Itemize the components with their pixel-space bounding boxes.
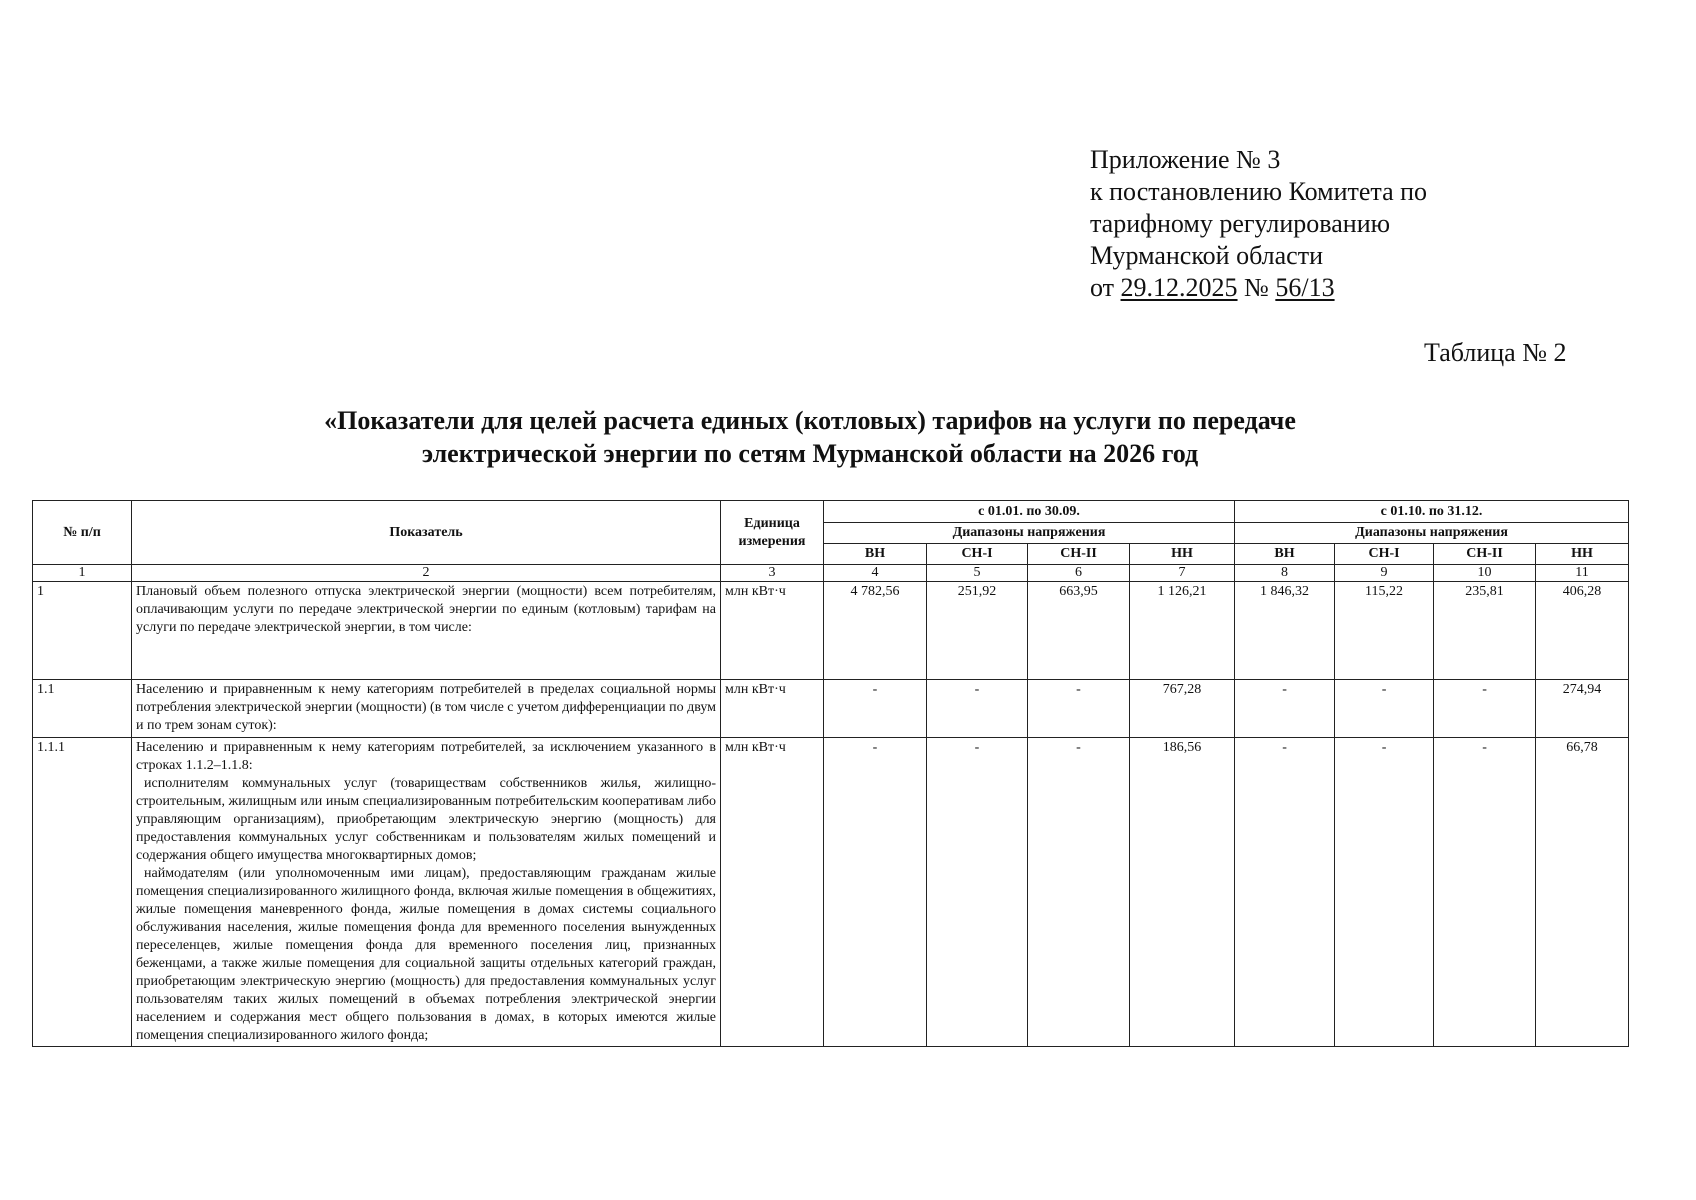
col-number: 7 <box>1130 565 1235 582</box>
date-prefix: от <box>1090 273 1115 302</box>
row-value: - <box>1434 738 1536 1047</box>
row-value: 66,78 <box>1536 738 1629 1047</box>
row-value: - <box>1335 680 1434 738</box>
header-level: СН-I <box>927 544 1028 565</box>
row-value: 251,92 <box>927 582 1028 680</box>
document-title <box>150 404 1470 470</box>
header-level: НН <box>1536 544 1629 565</box>
col-number: 1 <box>33 565 132 582</box>
table-label: Таблица № 2 <box>1424 338 1567 367</box>
row-subtext-landlords: наймодателям (или уполномоченным ими лицам), предоставляющим гражданам жилые помещения специализированного жилищного фонда, включая жилые помещения в общежитиях, жилые помещения маневренного фонда, жилые помещения в домах системы социального обслуживания населения, жилые помещения фонда для временного поселения вынужденных переселенцев, жилые помещения фонда для временного поселения лиц, признанных беженцами, а также жилые помещения для социальной защиты отдельных категорий граждан, приобретающим электрическую энергию (мощность) для предоставления коммунальных услуг пользователям таких жилых помещений в объемах потребления электрической энергии населением и содержания мест общего пользования в домах, в которых имеются жилые помещения специализированного жилого фонда; <box>136 866 716 1043</box>
appendix-line-1: Приложение № 3 <box>1090 145 1281 174</box>
row-value: - <box>824 680 927 738</box>
appendix-line-3: тарифному регулированию <box>1090 209 1391 238</box>
row-num: 1.1 <box>33 680 132 738</box>
row-unit: млн кВт·ч <box>721 680 824 738</box>
header-level: ВН <box>1235 544 1335 565</box>
header-unit: Единица измерения <box>721 501 824 565</box>
appendix-line-4: Мурманской области <box>1090 241 1323 270</box>
row-value: - <box>1028 738 1130 1047</box>
col-number: 9 <box>1335 565 1434 582</box>
row-value: 186,56 <box>1130 738 1235 1047</box>
table-row <box>33 680 1629 738</box>
table-row <box>33 738 1629 1047</box>
header-period-1: с 01.01. по 30.09. <box>824 501 1235 523</box>
col-number: 5 <box>927 565 1028 582</box>
row-value: 406,28 <box>1536 582 1629 680</box>
row-unit: млн кВт·ч <box>721 582 824 680</box>
row-value: 1 846,32 <box>1235 582 1335 680</box>
header-indicator: Показатель <box>132 501 721 565</box>
row-value: - <box>927 738 1028 1047</box>
col-number: 10 <box>1434 565 1536 582</box>
row-unit: млн кВт·ч <box>721 738 824 1047</box>
col-number: 4 <box>824 565 927 582</box>
header-voltage-1: Диапазоны напряжения <box>824 523 1235 544</box>
row-text: Населению и приравненным к нему категориям потребителей в пределах социальной нормы потребления электрической энергии (мощности) (в том числе с учетом дифференциации по двум и по трем зонам суток): <box>132 680 721 738</box>
row-value: - <box>1235 680 1335 738</box>
row-value: 663,95 <box>1028 582 1130 680</box>
row-value: - <box>1028 680 1130 738</box>
title-line-1: «Показатели для целей расчета единых (котловых) тарифов на услуги по передаче <box>324 406 1296 435</box>
appendix-line-2: к постановлению Комитета по <box>1090 177 1428 206</box>
header-voltage-2: Диапазоны напряжения <box>1235 523 1629 544</box>
col-number: 2 <box>132 565 721 582</box>
row-value: 115,22 <box>1335 582 1434 680</box>
row-text-block <box>132 738 721 1047</box>
header-num: № п/п <box>33 501 132 565</box>
row-value: - <box>927 680 1028 738</box>
resolution-number: 56/13 <box>1275 273 1335 302</box>
row-value: - <box>824 738 927 1047</box>
row-value: - <box>1434 680 1536 738</box>
row-value: 235,81 <box>1434 582 1536 680</box>
row-value: 274,94 <box>1536 680 1629 738</box>
col-number: 11 <box>1536 565 1629 582</box>
row-text: Плановый объем полезного отпуска электрической энергии (мощности) всем потребителям, оплачивающим услуги по передаче электрической энергии по единым (котловым) тарифам на услуги по передаче электрической энергии, в том числе: <box>132 582 721 680</box>
resolution-date: 29.12.2025 <box>1120 273 1238 302</box>
header-level: ВН <box>824 544 927 565</box>
col-number: 3 <box>721 565 824 582</box>
row-num: 1.1.1 <box>33 738 132 1047</box>
row-value: - <box>1235 738 1335 1047</box>
indicators-table <box>32 500 1629 1047</box>
number-sign: № <box>1244 273 1269 302</box>
col-number: 8 <box>1235 565 1335 582</box>
row-num: 1 <box>33 582 132 680</box>
table-row <box>33 582 1629 680</box>
header-level: СН-II <box>1434 544 1536 565</box>
row-value: - <box>1335 738 1434 1047</box>
col-number: 6 <box>1028 565 1130 582</box>
title-line-2: электрической энергии по сетям Мурманской области на 2026 год <box>421 439 1199 468</box>
row-value: 4 782,56 <box>824 582 927 680</box>
row-value: 1 126,21 <box>1130 582 1235 680</box>
header-level: СН-II <box>1028 544 1130 565</box>
appendix-date-line <box>1090 272 1427 304</box>
header-period-2: с 01.10. по 31.12. <box>1235 501 1629 523</box>
row-value: 767,28 <box>1130 680 1235 738</box>
row-text: Населению и приравненным к нему категориям потребителей, за исключением указанного в строках 1.1.2–1.1.8: <box>136 740 716 773</box>
header-level: НН <box>1130 544 1235 565</box>
appendix-block <box>1090 144 1427 304</box>
header-level: СН-I <box>1335 544 1434 565</box>
row-subtext-utilities: исполнителям коммунальных услуг (товариществам собственников жилья, жилищно-строительным, жилищным или иным специализированным потребительским кооперативам либо управляющим организациям), приобретающим электрическую энергию (мощность) для предоставления коммунальных услуг собственникам и пользователям жилых помещений и содержания общего имущества многоквартирных домов; <box>136 776 716 863</box>
